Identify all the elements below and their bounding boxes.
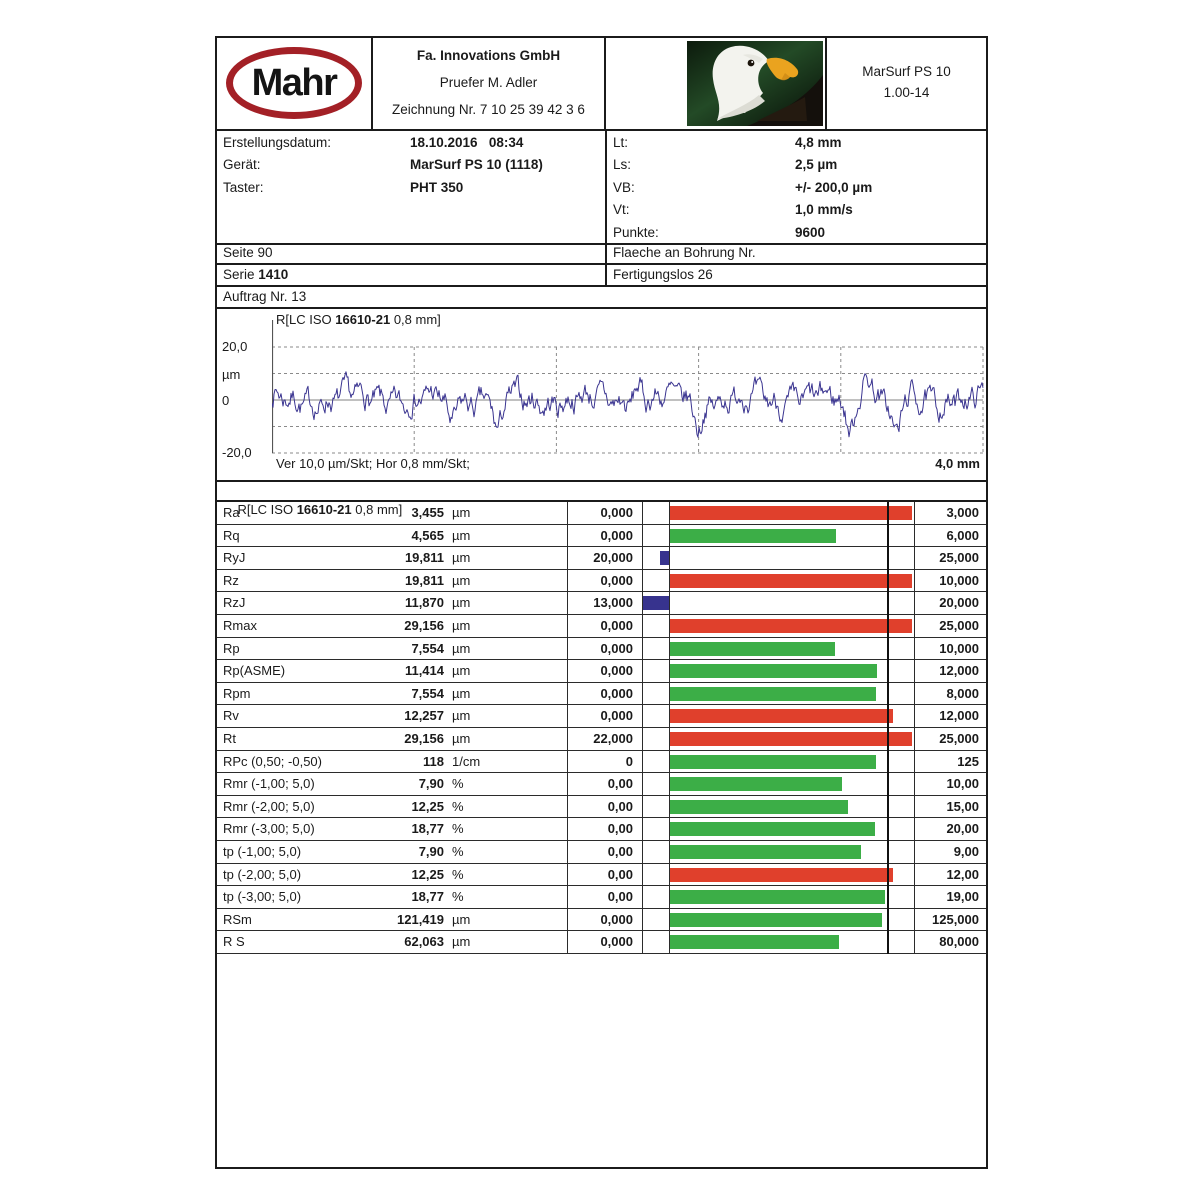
table-row [217, 841, 986, 864]
lower-limit-value: 0,000 [600, 572, 633, 588]
in-tolerance-bar [670, 687, 876, 701]
upper-limit-value: 10,000 [939, 640, 979, 656]
lower-limit-value: 0,00 [607, 866, 633, 882]
param-name: RyJ [223, 550, 246, 566]
param-unit: % [452, 843, 464, 859]
meta-row-right [613, 177, 986, 199]
table-grid-line [567, 502, 568, 954]
out-of-tolerance-bar [670, 506, 912, 520]
in-tolerance-bar [670, 800, 848, 814]
seite-label: Seite 90 [223, 245, 273, 260]
meta-label: Gerät: [223, 157, 261, 173]
upper-limit-value: 6,000 [946, 527, 979, 543]
param-value: 12,257 [404, 708, 444, 724]
upper-limit-value: 10,00 [946, 776, 979, 792]
param-name: Rp [223, 640, 240, 656]
meta-label: Erstellungsdatum: [223, 135, 332, 150]
in-tolerance-bar [670, 845, 861, 859]
param-value: 118 [423, 753, 444, 769]
chart-length-label: 4,0 mm [935, 456, 980, 471]
auftrag-label: Auftrag Nr. 13 [223, 289, 307, 304]
y-axis-tick-bottom: -20,0 [222, 445, 252, 460]
param-value: 121,419 [397, 911, 444, 927]
parameter-table-header: R[LC ISO 16610-21 0,8 mm] [217, 480, 986, 502]
param-name: RSm [223, 911, 252, 927]
y-axis-tick-top: 20,0 [222, 339, 248, 354]
param-name: Rp(ASME) [223, 663, 286, 679]
table-row [217, 570, 986, 593]
auftrag-row [217, 287, 986, 309]
param-value: 18,77 [411, 889, 444, 905]
param-name: Rz [223, 572, 239, 588]
tolerance-limit-line [887, 502, 889, 954]
param-unit: % [452, 889, 464, 905]
out-of-tolerance-bar [670, 619, 912, 633]
table-row [217, 592, 986, 615]
upper-limit-value: 25,000 [939, 617, 979, 633]
meta-row-right [613, 199, 986, 221]
param-unit: 1/cm [452, 753, 481, 769]
chart-scale-note: Ver 10,0 µm/Skt; Hor 0,8 mm/Skt; [276, 456, 470, 471]
meta-value: 18.10.2016 08:34 [410, 135, 524, 150]
table-row [217, 931, 986, 954]
table-row [217, 864, 986, 887]
param-unit: µm [452, 730, 471, 746]
upper-limit-value: 15,00 [946, 798, 979, 814]
param-unit: % [452, 821, 464, 837]
upper-limit-value: 3,000 [946, 505, 979, 520]
param-unit: µm [452, 527, 471, 543]
meta-value: 1,0 mm/s [795, 202, 853, 218]
table-row [217, 547, 986, 570]
eagle-eye [748, 60, 755, 67]
lower-limit-value: 0,000 [600, 708, 633, 724]
lower-limit-value: 0,000 [600, 934, 633, 950]
in-tolerance-bar [670, 755, 876, 769]
table-row [217, 615, 986, 638]
eagle-image [687, 41, 823, 126]
row-divider [605, 243, 607, 263]
in-tolerance-bar [670, 777, 842, 791]
lower-limit-value: 0,00 [607, 843, 633, 859]
upper-limit-value: 25,000 [939, 730, 979, 746]
out-of-tolerance-bar [670, 574, 912, 588]
lower-limit-value: 0,00 [607, 776, 633, 792]
mahr-logo [226, 47, 362, 119]
param-name: tp (-1,00; 5,0) [223, 843, 302, 859]
param-unit: µm [452, 708, 471, 724]
param-name: Rpm [223, 685, 251, 701]
table-row [217, 705, 986, 728]
profile-trace [272, 372, 983, 437]
param-value: 4,565 [411, 527, 444, 543]
measurement-report-page [215, 36, 988, 1169]
param-name: Rmax [223, 617, 257, 633]
lower-limit-value: 0,00 [607, 798, 633, 814]
lower-limit-value: 0,000 [600, 911, 633, 927]
table-row [217, 751, 986, 774]
table-grid-line [642, 502, 643, 954]
table-grid-line [914, 502, 915, 954]
out-of-tolerance-bar [670, 732, 912, 746]
upper-limit-value: 80,000 [939, 934, 979, 950]
lower-limit-value: 0,000 [600, 663, 633, 679]
y-axis-unit: µm [222, 367, 241, 382]
lower-limit-value: 0,000 [600, 640, 633, 656]
row-divider [605, 265, 607, 285]
meta-label: Taster: [223, 179, 264, 195]
meta-row-right [613, 222, 986, 244]
meta-row-right [613, 132, 986, 154]
meta-value: 9600 [795, 224, 826, 240]
device-cell [827, 38, 986, 129]
meta-value: +/- 200,0 µm [795, 179, 873, 195]
upper-limit-value: 8,000 [946, 685, 979, 701]
param-value: 7,90 [418, 776, 444, 792]
in-tolerance-bar [670, 890, 885, 904]
param-value: 7,554 [411, 640, 444, 656]
upper-limit-value: 25,000 [939, 550, 979, 566]
out-of-tolerance-bar [670, 868, 893, 882]
in-tolerance-bar [670, 913, 882, 927]
param-unit: µm [452, 572, 471, 588]
param-value: 19,811 [404, 550, 444, 566]
in-tolerance-bar [670, 935, 839, 949]
lower-limit-value: 0 [625, 753, 633, 769]
mahr-logo-text: Mahr [251, 61, 337, 104]
in-tolerance-bar [670, 529, 836, 543]
param-name: tp (-2,00; 5,0) [223, 866, 302, 882]
in-tolerance-bar [670, 664, 877, 678]
meta-row-left [223, 132, 603, 154]
under-range-bar [643, 596, 669, 610]
meta-value: 2,5 µm [795, 157, 838, 173]
param-name: Rv [223, 708, 239, 724]
meta-label: Lt: [613, 135, 629, 150]
param-value: 12,25 [411, 798, 444, 814]
param-value: 19,811 [404, 572, 444, 588]
measurement-settings [217, 129, 986, 245]
meta-value: PHT 350 [410, 179, 464, 195]
upper-limit-value: 19,00 [946, 889, 979, 905]
upper-limit-value: 12,000 [939, 708, 979, 724]
param-name: Rmr (-3,00; 5,0) [223, 821, 315, 837]
param-value: 7,554 [411, 685, 444, 701]
device-name: MarSurf PS 10 [862, 64, 951, 79]
upper-limit-value: 12,00 [946, 866, 979, 882]
meta-label: Ls: [613, 157, 632, 173]
param-value: 29,156 [404, 730, 444, 746]
serie-row [217, 265, 986, 287]
logo-cell [217, 38, 373, 129]
meta-row-left [223, 177, 603, 199]
firmware-version: 1.00-14 [883, 85, 930, 100]
param-name: Rq [223, 527, 240, 543]
table-row [217, 525, 986, 548]
param-unit: µm [452, 663, 471, 679]
param-unit: µm [452, 685, 471, 701]
table-row [217, 683, 986, 706]
meta-label: Vt: [613, 202, 630, 218]
param-unit: % [452, 798, 464, 814]
param-value: 11,414 [404, 663, 444, 679]
report-header [217, 38, 986, 131]
chart-title: R[LC ISO 16610-21 0,8 mm] [276, 312, 441, 327]
param-unit: µm [452, 550, 471, 566]
upper-limit-value: 10,000 [939, 572, 979, 588]
serie-label: Serie 1410 [223, 267, 289, 282]
company-name: Fa. Innovations GmbH [416, 48, 561, 63]
table-row [217, 638, 986, 661]
lower-limit-value: 0,00 [607, 889, 633, 905]
in-tolerance-bar [670, 642, 835, 656]
lower-limit-value: 0,000 [600, 617, 633, 633]
lower-limit-value: 20,000 [593, 550, 633, 566]
param-value: 3,455 [411, 505, 444, 520]
table-grid-line [669, 502, 670, 954]
table-row [217, 660, 986, 683]
param-name: Ra [223, 505, 240, 520]
param-name: Rmr (-1,00; 5,0) [223, 776, 315, 792]
meta-row-left [223, 154, 603, 176]
lower-limit-value: 0,000 [600, 527, 633, 543]
table-row [217, 502, 986, 525]
table-row [217, 909, 986, 932]
param-value: 11,870 [404, 595, 444, 611]
y-axis-tick-zero: 0 [222, 393, 230, 408]
meta-row-right [613, 154, 986, 176]
param-value: 62,063 [404, 934, 444, 950]
company-cell [373, 38, 606, 129]
param-name: Rt [223, 730, 236, 746]
param-name: tp (-3,00; 5,0) [223, 889, 302, 905]
drawing-number: Zeichnung Nr. 7 10 25 39 42 3 6 [392, 102, 585, 117]
table-row [217, 773, 986, 796]
table-row [217, 796, 986, 819]
param-unit: µm [452, 505, 471, 520]
upper-limit-value: 20,00 [946, 821, 979, 837]
column-divider [605, 129, 607, 243]
profile-plot [272, 309, 984, 459]
param-name: R S [223, 934, 245, 950]
param-unit: µm [452, 595, 471, 611]
lower-limit-value: 0,000 [600, 685, 633, 701]
table-row [217, 728, 986, 751]
meta-value: 4,8 mm [795, 135, 842, 150]
param-unit: µm [452, 617, 471, 633]
lower-limit-value: 0,000 [600, 505, 633, 520]
param-unit: µm [452, 934, 471, 950]
examiner-name: Pruefer M. Adler [439, 75, 538, 90]
meta-label: VB: [613, 179, 635, 195]
param-value: 18,77 [411, 821, 444, 837]
param-name: RzJ [223, 595, 246, 611]
under-range-bar [660, 551, 669, 565]
param-unit: % [452, 866, 464, 882]
param-unit: µm [452, 640, 471, 656]
param-value: 12,25 [411, 866, 444, 882]
parameter-table [217, 502, 986, 954]
param-name: RPc (0,50; -0,50) [223, 753, 322, 769]
upper-limit-value: 12,000 [939, 663, 979, 679]
param-unit: % [452, 776, 464, 792]
table-row [217, 886, 986, 909]
param-value: 29,156 [404, 617, 444, 633]
eagle-cell [606, 38, 827, 129]
roughness-profile-chart [217, 309, 986, 482]
seite-row [217, 243, 986, 265]
lower-limit-value: 22,000 [593, 730, 633, 746]
param-value: 7,90 [418, 843, 444, 859]
lower-limit-value: 0,00 [607, 821, 633, 837]
in-tolerance-bar [670, 822, 875, 836]
lower-limit-value: 13,000 [593, 595, 633, 611]
upper-limit-value: 125,000 [932, 911, 979, 927]
upper-limit-value: 125 [957, 753, 979, 769]
table-row [217, 818, 986, 841]
upper-limit-value: 9,00 [953, 843, 979, 859]
upper-limit-value: 20,000 [939, 595, 979, 611]
out-of-tolerance-bar [670, 709, 893, 723]
param-name: Rmr (-2,00; 5,0) [223, 798, 315, 814]
meta-value: MarSurf PS 10 (1118) [410, 157, 543, 173]
meta-label: Punkte: [613, 224, 659, 240]
param-unit: µm [452, 911, 471, 927]
flaeche-label: Flaeche an Bohrung Nr. [613, 245, 756, 260]
fertigungslos-label: Fertigungslos 26 [613, 267, 713, 282]
